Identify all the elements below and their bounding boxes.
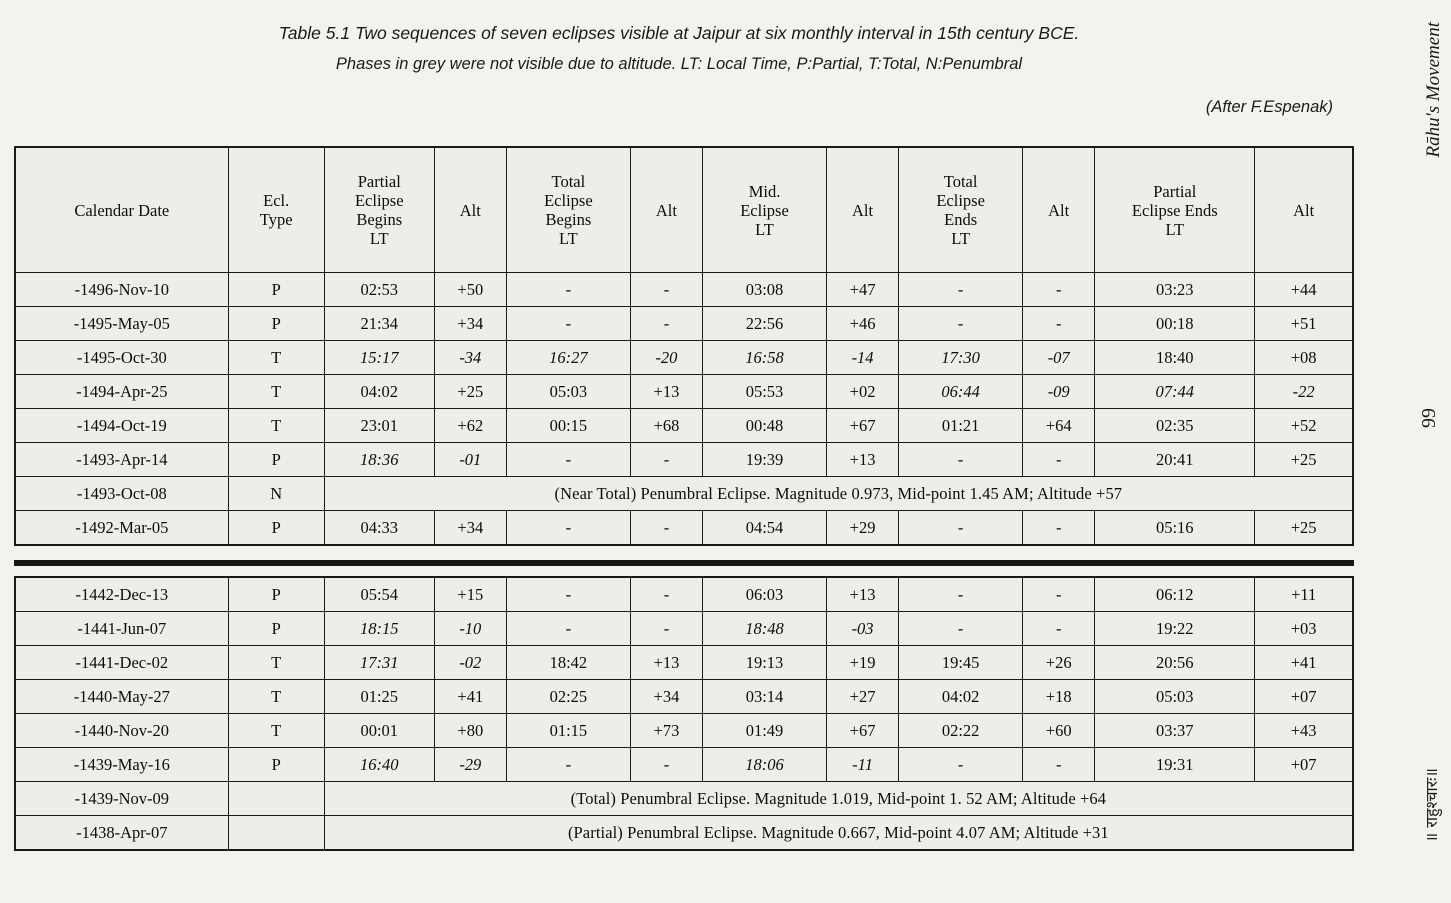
cell-eclipse-type: T <box>228 714 324 748</box>
cell-value: +51 <box>1255 307 1353 341</box>
caption-credit: (After F.Espenak) <box>1205 98 1333 116</box>
cell-value: 18:36 <box>324 443 434 477</box>
page-number: 99 <box>1418 408 1440 428</box>
cell-value: +67 <box>827 409 899 443</box>
cell-calendar-date: -1494-Oct-19 <box>15 409 228 443</box>
cell-value: +62 <box>434 409 506 443</box>
cell-value: 18:06 <box>702 748 826 782</box>
column-header-10: Partial Eclipse Ends LT <box>1095 147 1255 273</box>
cell-value: 01:49 <box>702 714 826 748</box>
cell-value: 01:25 <box>324 680 434 714</box>
cell-penumbral-note: (Total) Penumbral Eclipse. Magnitude 1.019, Mid-point 1. 52 AM; Altitude +64 <box>324 782 1353 816</box>
table-1-body <box>15 273 1353 546</box>
cell-value: - <box>506 748 630 782</box>
cell-calendar-date: -1492-Mar-05 <box>15 511 228 546</box>
cell-value: +80 <box>434 714 506 748</box>
table-row <box>15 341 1353 375</box>
cell-value: - <box>1023 612 1095 646</box>
header-row <box>15 147 1353 273</box>
running-head: Rāhu's Movement <box>1423 22 1444 158</box>
cell-calendar-date: -1441-Dec-02 <box>15 646 228 680</box>
table-row <box>15 477 1353 511</box>
table-row <box>15 375 1353 409</box>
cell-value: 06:03 <box>702 577 826 612</box>
cell-value: 05:03 <box>1095 680 1255 714</box>
table-row <box>15 782 1353 816</box>
cell-value: 06:12 <box>1095 577 1255 612</box>
cell-value: 07:44 <box>1095 375 1255 409</box>
cell-value: 00:01 <box>324 714 434 748</box>
cell-value: - <box>506 273 630 307</box>
table-header-row <box>15 147 1353 273</box>
cell-penumbral-note: (Partial) Penumbral Eclipse. Magnitude 0.667, Mid-point 4.07 AM; Altitude +31 <box>324 816 1353 851</box>
cell-value: 22:56 <box>702 307 826 341</box>
cell-value: 02:35 <box>1095 409 1255 443</box>
cell-value: +34 <box>434 307 506 341</box>
cell-value: 00:15 <box>506 409 630 443</box>
cell-value: 00:48 <box>702 409 826 443</box>
column-header-8: Total Eclipse Ends LT <box>899 147 1023 273</box>
cell-value: 20:56 <box>1095 646 1255 680</box>
cell-value: 16:58 <box>702 341 826 375</box>
eclipse-table-2-wrapper <box>14 576 1354 851</box>
cell-value: - <box>1023 307 1095 341</box>
cell-value: 05:03 <box>506 375 630 409</box>
cell-calendar-date: -1442-Dec-13 <box>15 577 228 612</box>
cell-eclipse-type: T <box>228 375 324 409</box>
table-row <box>15 646 1353 680</box>
cell-value: 01:21 <box>899 409 1023 443</box>
cell-value: - <box>630 273 702 307</box>
cell-value: -14 <box>827 341 899 375</box>
column-header-6: Mid. Eclipse LT <box>702 147 826 273</box>
cell-value: 01:15 <box>506 714 630 748</box>
cell-value: +11 <box>1255 577 1353 612</box>
cell-value: -09 <box>1023 375 1095 409</box>
cell-eclipse-type: P <box>228 307 324 341</box>
cell-value: - <box>1023 443 1095 477</box>
cell-eclipse-type: T <box>228 409 324 443</box>
cell-value: 18:40 <box>1095 341 1255 375</box>
cell-calendar-date: -1495-Oct-30 <box>15 341 228 375</box>
cell-value: - <box>506 511 630 546</box>
cell-value: 23:01 <box>324 409 434 443</box>
cell-value: 19:13 <box>702 646 826 680</box>
cell-value: 04:33 <box>324 511 434 546</box>
cell-value: -01 <box>434 443 506 477</box>
table-row <box>15 409 1353 443</box>
cell-value: +07 <box>1255 680 1353 714</box>
table-row <box>15 511 1353 546</box>
cell-value: +13 <box>827 443 899 477</box>
cell-value: - <box>630 748 702 782</box>
cell-value: - <box>1023 511 1095 546</box>
cell-value: +19 <box>827 646 899 680</box>
cell-value: +46 <box>827 307 899 341</box>
cell-value: 04:54 <box>702 511 826 546</box>
cell-value: +18 <box>1023 680 1095 714</box>
cell-calendar-date: -1494-Apr-25 <box>15 375 228 409</box>
cell-value: +67 <box>827 714 899 748</box>
cell-value: 03:08 <box>702 273 826 307</box>
table-row <box>15 273 1353 307</box>
cell-calendar-date: -1493-Apr-14 <box>15 443 228 477</box>
cell-value: +47 <box>827 273 899 307</box>
cell-value: +13 <box>630 646 702 680</box>
cell-eclipse-type: P <box>228 511 324 546</box>
cell-value: +73 <box>630 714 702 748</box>
cell-value: 00:18 <box>1095 307 1255 341</box>
cell-eclipse-type: P <box>228 273 324 307</box>
cell-value: +25 <box>1255 443 1353 477</box>
cell-value: +52 <box>1255 409 1353 443</box>
cell-value: +43 <box>1255 714 1353 748</box>
cell-calendar-date: -1496-Nov-10 <box>15 273 228 307</box>
cell-value: 18:42 <box>506 646 630 680</box>
column-header-11: Alt <box>1255 147 1353 273</box>
cell-value: 03:37 <box>1095 714 1255 748</box>
cell-value: - <box>630 612 702 646</box>
cell-value: - <box>630 577 702 612</box>
cell-value: - <box>506 577 630 612</box>
cell-value: -20 <box>630 341 702 375</box>
cell-value: +68 <box>630 409 702 443</box>
table-row <box>15 577 1353 612</box>
column-header-4: Total Eclipse Begins LT <box>506 147 630 273</box>
cell-value: +50 <box>434 273 506 307</box>
cell-value: - <box>1023 748 1095 782</box>
cell-value: - <box>899 612 1023 646</box>
cell-value: +34 <box>434 511 506 546</box>
cell-value: 17:31 <box>324 646 434 680</box>
cell-value: -03 <box>827 612 899 646</box>
cell-value: - <box>899 511 1023 546</box>
cell-value: +08 <box>1255 341 1353 375</box>
cell-value: 18:48 <box>702 612 826 646</box>
cell-eclipse-type <box>228 816 324 851</box>
cell-value: +41 <box>434 680 506 714</box>
column-header-5: Alt <box>630 147 702 273</box>
cell-value: 15:17 <box>324 341 434 375</box>
cell-calendar-date: -1493-Oct-08 <box>15 477 228 511</box>
cell-eclipse-type <box>228 782 324 816</box>
cell-value: - <box>506 443 630 477</box>
caption-line-1: Table 5.1 Two sequences of seven eclipses visible at Jaipur at six monthly interval in 15th century BCE. <box>278 23 1080 43</box>
cell-value: 05:16 <box>1095 511 1255 546</box>
cell-value: +41 <box>1255 646 1353 680</box>
table-row <box>15 612 1353 646</box>
cell-value: -10 <box>434 612 506 646</box>
cell-value: - <box>899 307 1023 341</box>
cell-value: 18:15 <box>324 612 434 646</box>
column-header-0: Calendar Date <box>15 147 228 273</box>
cell-value: +25 <box>1255 511 1353 546</box>
cell-value: -34 <box>434 341 506 375</box>
cell-value: +26 <box>1023 646 1095 680</box>
column-header-7: Alt <box>827 147 899 273</box>
cell-value: - <box>899 577 1023 612</box>
cell-value: 19:31 <box>1095 748 1255 782</box>
cell-calendar-date: -1495-May-05 <box>15 307 228 341</box>
eclipse-table-1 <box>14 146 1354 546</box>
column-header-2: Partial Eclipse Begins LT <box>324 147 434 273</box>
cell-eclipse-type: P <box>228 748 324 782</box>
cell-value: -22 <box>1255 375 1353 409</box>
cell-value: 17:30 <box>899 341 1023 375</box>
cell-value: 16:40 <box>324 748 434 782</box>
cell-eclipse-type: T <box>228 341 324 375</box>
cell-value: 16:27 <box>506 341 630 375</box>
cell-eclipse-type: N <box>228 477 324 511</box>
cell-value: 05:54 <box>324 577 434 612</box>
table-row <box>15 714 1353 748</box>
cell-calendar-date: -1440-May-27 <box>15 680 228 714</box>
caption-line-2: Phases in grey were not visible due to altitude. LT: Local Time, P:Partial, T:Total, N:Penumbral <box>335 55 1023 73</box>
cell-value: +02 <box>827 375 899 409</box>
cell-calendar-date: -1440-Nov-20 <box>15 714 228 748</box>
column-header-9: Alt <box>1023 147 1095 273</box>
table-caption <box>14 18 1344 80</box>
cell-value: +44 <box>1255 273 1353 307</box>
cell-value: +25 <box>434 375 506 409</box>
cell-value: 06:44 <box>899 375 1023 409</box>
cell-value: 04:02 <box>899 680 1023 714</box>
cell-value: - <box>630 443 702 477</box>
table-2-body <box>15 577 1353 850</box>
cell-value: 21:34 <box>324 307 434 341</box>
cell-value: - <box>899 443 1023 477</box>
cell-value: -11 <box>827 748 899 782</box>
cell-value: - <box>630 511 702 546</box>
cell-eclipse-type: T <box>228 680 324 714</box>
table-row <box>15 680 1353 714</box>
cell-eclipse-type: T <box>228 646 324 680</box>
cell-value: - <box>899 273 1023 307</box>
table-separator-rule <box>14 560 1354 566</box>
cell-value: - <box>506 612 630 646</box>
cell-value: 04:02 <box>324 375 434 409</box>
cell-value: 03:23 <box>1095 273 1255 307</box>
cell-calendar-date: -1439-Nov-09 <box>15 782 228 816</box>
devanagari-running-foot: ॥ राहुश्चारः॥ <box>1422 768 1441 843</box>
table-row <box>15 443 1353 477</box>
cell-value: 05:53 <box>702 375 826 409</box>
cell-calendar-date: -1438-Apr-07 <box>15 816 228 851</box>
cell-value: 02:25 <box>506 680 630 714</box>
cell-value: +60 <box>1023 714 1095 748</box>
column-header-1: Ecl. Type <box>228 147 324 273</box>
cell-eclipse-type: P <box>228 443 324 477</box>
cell-value: - <box>899 748 1023 782</box>
cell-value: 02:53 <box>324 273 434 307</box>
eclipse-table-1-wrapper <box>14 146 1354 546</box>
cell-value: +29 <box>827 511 899 546</box>
cell-value: 02:22 <box>899 714 1023 748</box>
cell-value: - <box>1023 273 1095 307</box>
table-row <box>15 748 1353 782</box>
table-row <box>15 816 1353 851</box>
cell-value: +13 <box>827 577 899 612</box>
cell-value: 19:22 <box>1095 612 1255 646</box>
cell-eclipse-type: P <box>228 612 324 646</box>
cell-value: +13 <box>630 375 702 409</box>
cell-value: -29 <box>434 748 506 782</box>
cell-calendar-date: -1439-May-16 <box>15 748 228 782</box>
eclipse-table-2 <box>14 576 1354 851</box>
cell-value: 19:39 <box>702 443 826 477</box>
cell-value: - <box>630 307 702 341</box>
cell-value: +27 <box>827 680 899 714</box>
cell-value: - <box>506 307 630 341</box>
cell-value: +07 <box>1255 748 1353 782</box>
cell-value: -07 <box>1023 341 1095 375</box>
cell-value: -02 <box>434 646 506 680</box>
cell-penumbral-note: (Near Total) Penumbral Eclipse. Magnitude 0.973, Mid-point 1.45 AM; Altitude +57 <box>324 477 1353 511</box>
column-header-3: Alt <box>434 147 506 273</box>
cell-value: +64 <box>1023 409 1095 443</box>
cell-value: +03 <box>1255 612 1353 646</box>
cell-value: - <box>1023 577 1095 612</box>
cell-calendar-date: -1441-Jun-07 <box>15 612 228 646</box>
cell-value: +34 <box>630 680 702 714</box>
cell-value: 20:41 <box>1095 443 1255 477</box>
table-row <box>15 307 1353 341</box>
cell-value: +15 <box>434 577 506 612</box>
cell-eclipse-type: P <box>228 577 324 612</box>
cell-value: 03:14 <box>702 680 826 714</box>
cell-value: 19:45 <box>899 646 1023 680</box>
